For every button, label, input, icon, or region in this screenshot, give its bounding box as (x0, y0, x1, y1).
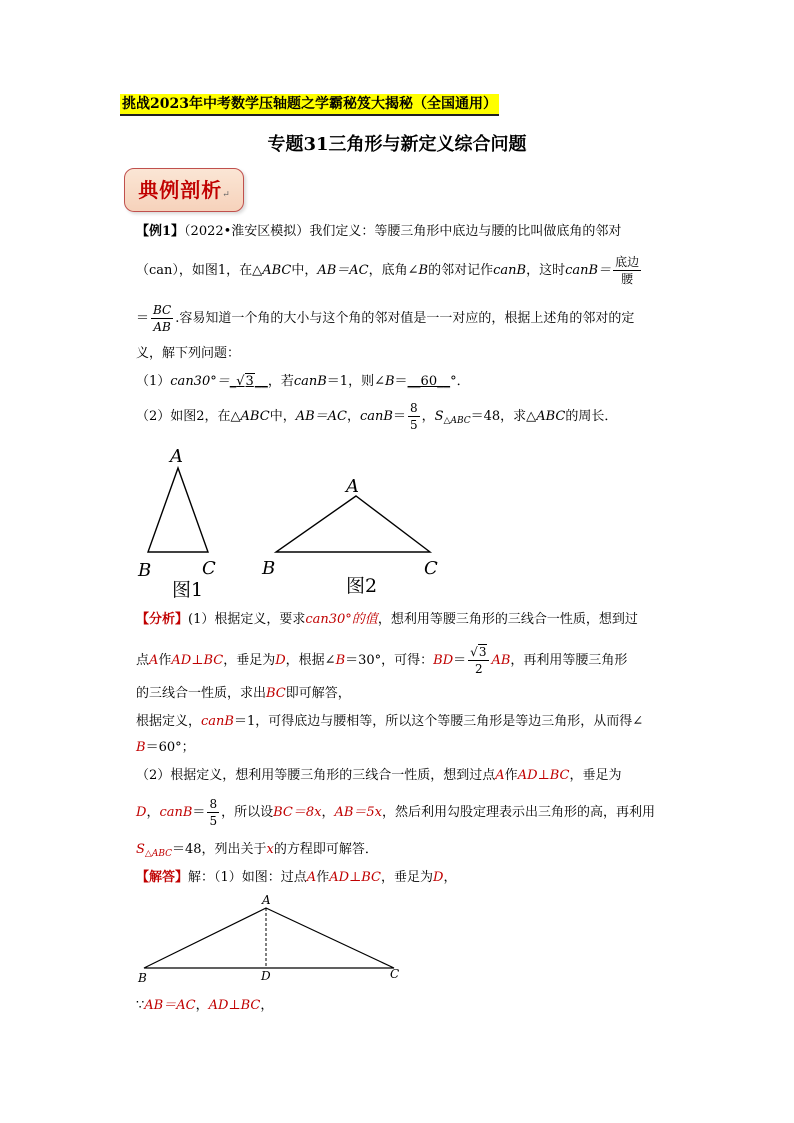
t: ，再利用等腰三角形 (510, 653, 628, 668)
t: AB＝AC (144, 998, 196, 1013)
t: ， (443, 870, 457, 885)
t: △ABC (144, 849, 172, 859)
figure-3 (132, 890, 412, 990)
analysis-line-4 (136, 712, 643, 732)
t: ABC (262, 263, 292, 278)
t: 作 (158, 653, 172, 668)
t: ， (346, 409, 360, 424)
frac-den: 5 (409, 418, 418, 432)
t: B (335, 653, 346, 668)
figures-1-2 (130, 438, 460, 608)
example-text-1: 我们定义：等腰三角形中底边与腰的比叫做底角的邻对 (309, 224, 622, 239)
t: canB (159, 805, 193, 820)
t: ，垂足为 (380, 870, 433, 885)
t: ＝48，求△ (470, 409, 537, 424)
t: B (136, 740, 146, 755)
t: ＝60°； (145, 740, 195, 755)
t: D (136, 805, 147, 820)
example-line-1 (136, 222, 621, 242)
t: ， (260, 998, 274, 1013)
t: canB＝ (565, 263, 612, 278)
t: （2）根据定义，想利用等腰三角形的三线合一性质，想到过点 (136, 768, 496, 783)
t: （can），如图1，在△ (136, 263, 263, 278)
fig3-triangle (144, 908, 394, 968)
t: ，这时 (526, 263, 566, 278)
example-label: 【例1】 (136, 224, 185, 239)
fig3-label-d: D (261, 969, 271, 983)
fig2-triangle (276, 496, 430, 552)
t: .容易知道一个角的大小与这个角的邻对值是一一对应的，根据上述角的邻对的定 (175, 311, 635, 326)
t: canB (493, 263, 527, 278)
t: ∵ (136, 998, 145, 1013)
answer-2: __60__ (407, 374, 451, 389)
t: canB (293, 374, 327, 389)
t: ， (195, 998, 209, 1013)
fig1-label-b: B (138, 560, 152, 581)
fig3-label-b: B (138, 971, 147, 985)
fig1-label-a: A (170, 446, 183, 467)
example-line-3 (136, 304, 634, 333)
t: △ABC (443, 416, 471, 426)
t: ABC (536, 409, 566, 424)
t: 作 (316, 870, 330, 885)
solution-label: 【解答】 (136, 870, 189, 885)
fig1-caption: 图1 (172, 579, 204, 601)
frac-num: 8 (209, 797, 218, 811)
t: ，然后利用勾股定理表示出三角形的高，再利用 (382, 805, 656, 820)
frac-den: 腰 (621, 272, 634, 286)
t: 中， (291, 263, 318, 278)
fraction-8-5-analysis (207, 798, 219, 827)
t: AD⊥BC (329, 870, 381, 885)
t: B (384, 374, 395, 389)
t: 的周长． (565, 409, 618, 424)
fig3-label-a: A (262, 893, 271, 907)
t: 作 (504, 768, 518, 783)
t: ＝1，可得底边与腰相等，所以这个等腰三角形是等边三角形，从而得∠ (233, 714, 644, 729)
solution-line-2 (136, 996, 273, 1016)
t: D (275, 653, 286, 668)
fraction-sqrt3-2 (468, 646, 489, 675)
t: ＝ (392, 409, 406, 424)
t: canB (360, 409, 393, 424)
fig1-triangle (148, 468, 208, 552)
t: 点 (136, 653, 150, 668)
t: 解：（1）如图：过点 (188, 870, 307, 885)
t: ＝1，则∠ (326, 374, 385, 389)
t: 根据定义， (136, 714, 202, 729)
frac-num: 底边 (615, 255, 640, 269)
t: （2）如图2，在△ (136, 409, 241, 424)
fig2-label-a: A (346, 476, 359, 497)
t: ，想利用等腰三角形的三线合一性质，想到过 (377, 612, 638, 627)
example-source: （2022•淮安区模拟） (184, 224, 310, 239)
frac-den: AB (153, 320, 171, 334)
t: ， (321, 805, 335, 820)
fig1-label-c: C (202, 558, 216, 579)
t: ＝ (453, 653, 467, 668)
t: ABC (240, 409, 270, 424)
t: ＝48，列出关于 (172, 842, 267, 857)
t: BD (433, 653, 454, 668)
t: ， (421, 409, 435, 424)
t: 的方程即可解答． (273, 842, 378, 857)
t: AB＝AC (317, 263, 369, 278)
analysis-line-7 (136, 798, 655, 827)
t: A (149, 653, 159, 668)
t: ，根据∠ (285, 653, 336, 668)
analysis-label: 【分析】 (136, 612, 189, 627)
frac-den: 5 (209, 814, 218, 828)
example-line-4: 义，解下列问题： (136, 346, 241, 361)
frac-num: √3 (468, 646, 489, 661)
analysis-line-5 (136, 738, 195, 758)
t: ＝ (136, 311, 150, 326)
example-line-2 (136, 256, 643, 285)
answer-1: _√3__ (229, 374, 268, 389)
frac-num: 8 (409, 401, 418, 415)
fraction-base-over-leg (613, 256, 641, 285)
t: A (495, 768, 505, 783)
t: ，垂足为 (569, 768, 622, 783)
fig3-label-c: C (390, 967, 400, 981)
fig2-caption: 图2 (346, 575, 378, 597)
t: 3 (245, 374, 254, 389)
t: S (434, 409, 444, 424)
t: (1）根据定义，要求 (188, 612, 306, 627)
t: AD⊥BC (208, 998, 261, 1013)
t: ＝30°，可得： (345, 653, 434, 668)
t: AD⊥BC (517, 768, 570, 783)
t: ，若 (267, 374, 294, 389)
analysis-line-1 (136, 610, 638, 630)
return-mark-icon: ↵ (222, 190, 230, 200)
t: ，所以设 (221, 805, 274, 820)
analysis-line-3 (136, 684, 351, 704)
t: ＝ (192, 805, 206, 820)
question-2 (136, 402, 617, 431)
frac-num: BC (153, 303, 172, 317)
t: 的邻对记作 (428, 263, 494, 278)
t: BC＝8x (273, 805, 322, 820)
t: 的三线合一性质，求出 (136, 686, 267, 701)
t: AB＝AC (295, 409, 347, 424)
t: （1） (136, 374, 171, 389)
t: AB (491, 653, 511, 668)
page-title: 专题31三角形与新定义综合问题 (267, 134, 527, 155)
t: A (306, 870, 317, 885)
t: B (418, 263, 429, 278)
badge-label: 典例剖析 (138, 178, 223, 202)
analysis-line-8 (136, 840, 378, 864)
t: _ (229, 374, 237, 389)
t: S (136, 842, 145, 857)
fig2-label-c: C (424, 558, 438, 579)
section-badge (124, 168, 244, 212)
t: __ (254, 374, 268, 389)
t: 3 (478, 645, 487, 659)
t: AD⊥BC (171, 653, 224, 668)
question-1 (136, 372, 470, 392)
fraction-bc-over-ab (151, 304, 173, 333)
t: x (266, 842, 274, 857)
t: AB＝5x (334, 805, 383, 820)
t: ，底角∠ (368, 263, 419, 278)
t: can30°＝ (170, 374, 230, 389)
t: ，垂足为 (223, 653, 276, 668)
frac-den: 2 (475, 662, 483, 676)
t: ， (146, 805, 160, 820)
series-banner: 挑战2023年中考数学压轴题之学霸秘笈大揭秘（全国通用） (120, 94, 499, 116)
t: 即可解答， (285, 686, 351, 701)
t: can30°的值 (305, 612, 378, 627)
analysis-line-2 (136, 646, 627, 675)
fraction-8-5 (408, 402, 420, 431)
t: BC (266, 686, 286, 701)
t: 中， (269, 409, 296, 424)
t: canB (201, 714, 234, 729)
fig2-label-b: B (262, 558, 276, 579)
t: °． (450, 374, 470, 389)
t: ＝ (394, 374, 408, 389)
analysis-line-6 (136, 766, 621, 786)
t: D (433, 870, 444, 885)
solution-line-1 (136, 868, 456, 888)
